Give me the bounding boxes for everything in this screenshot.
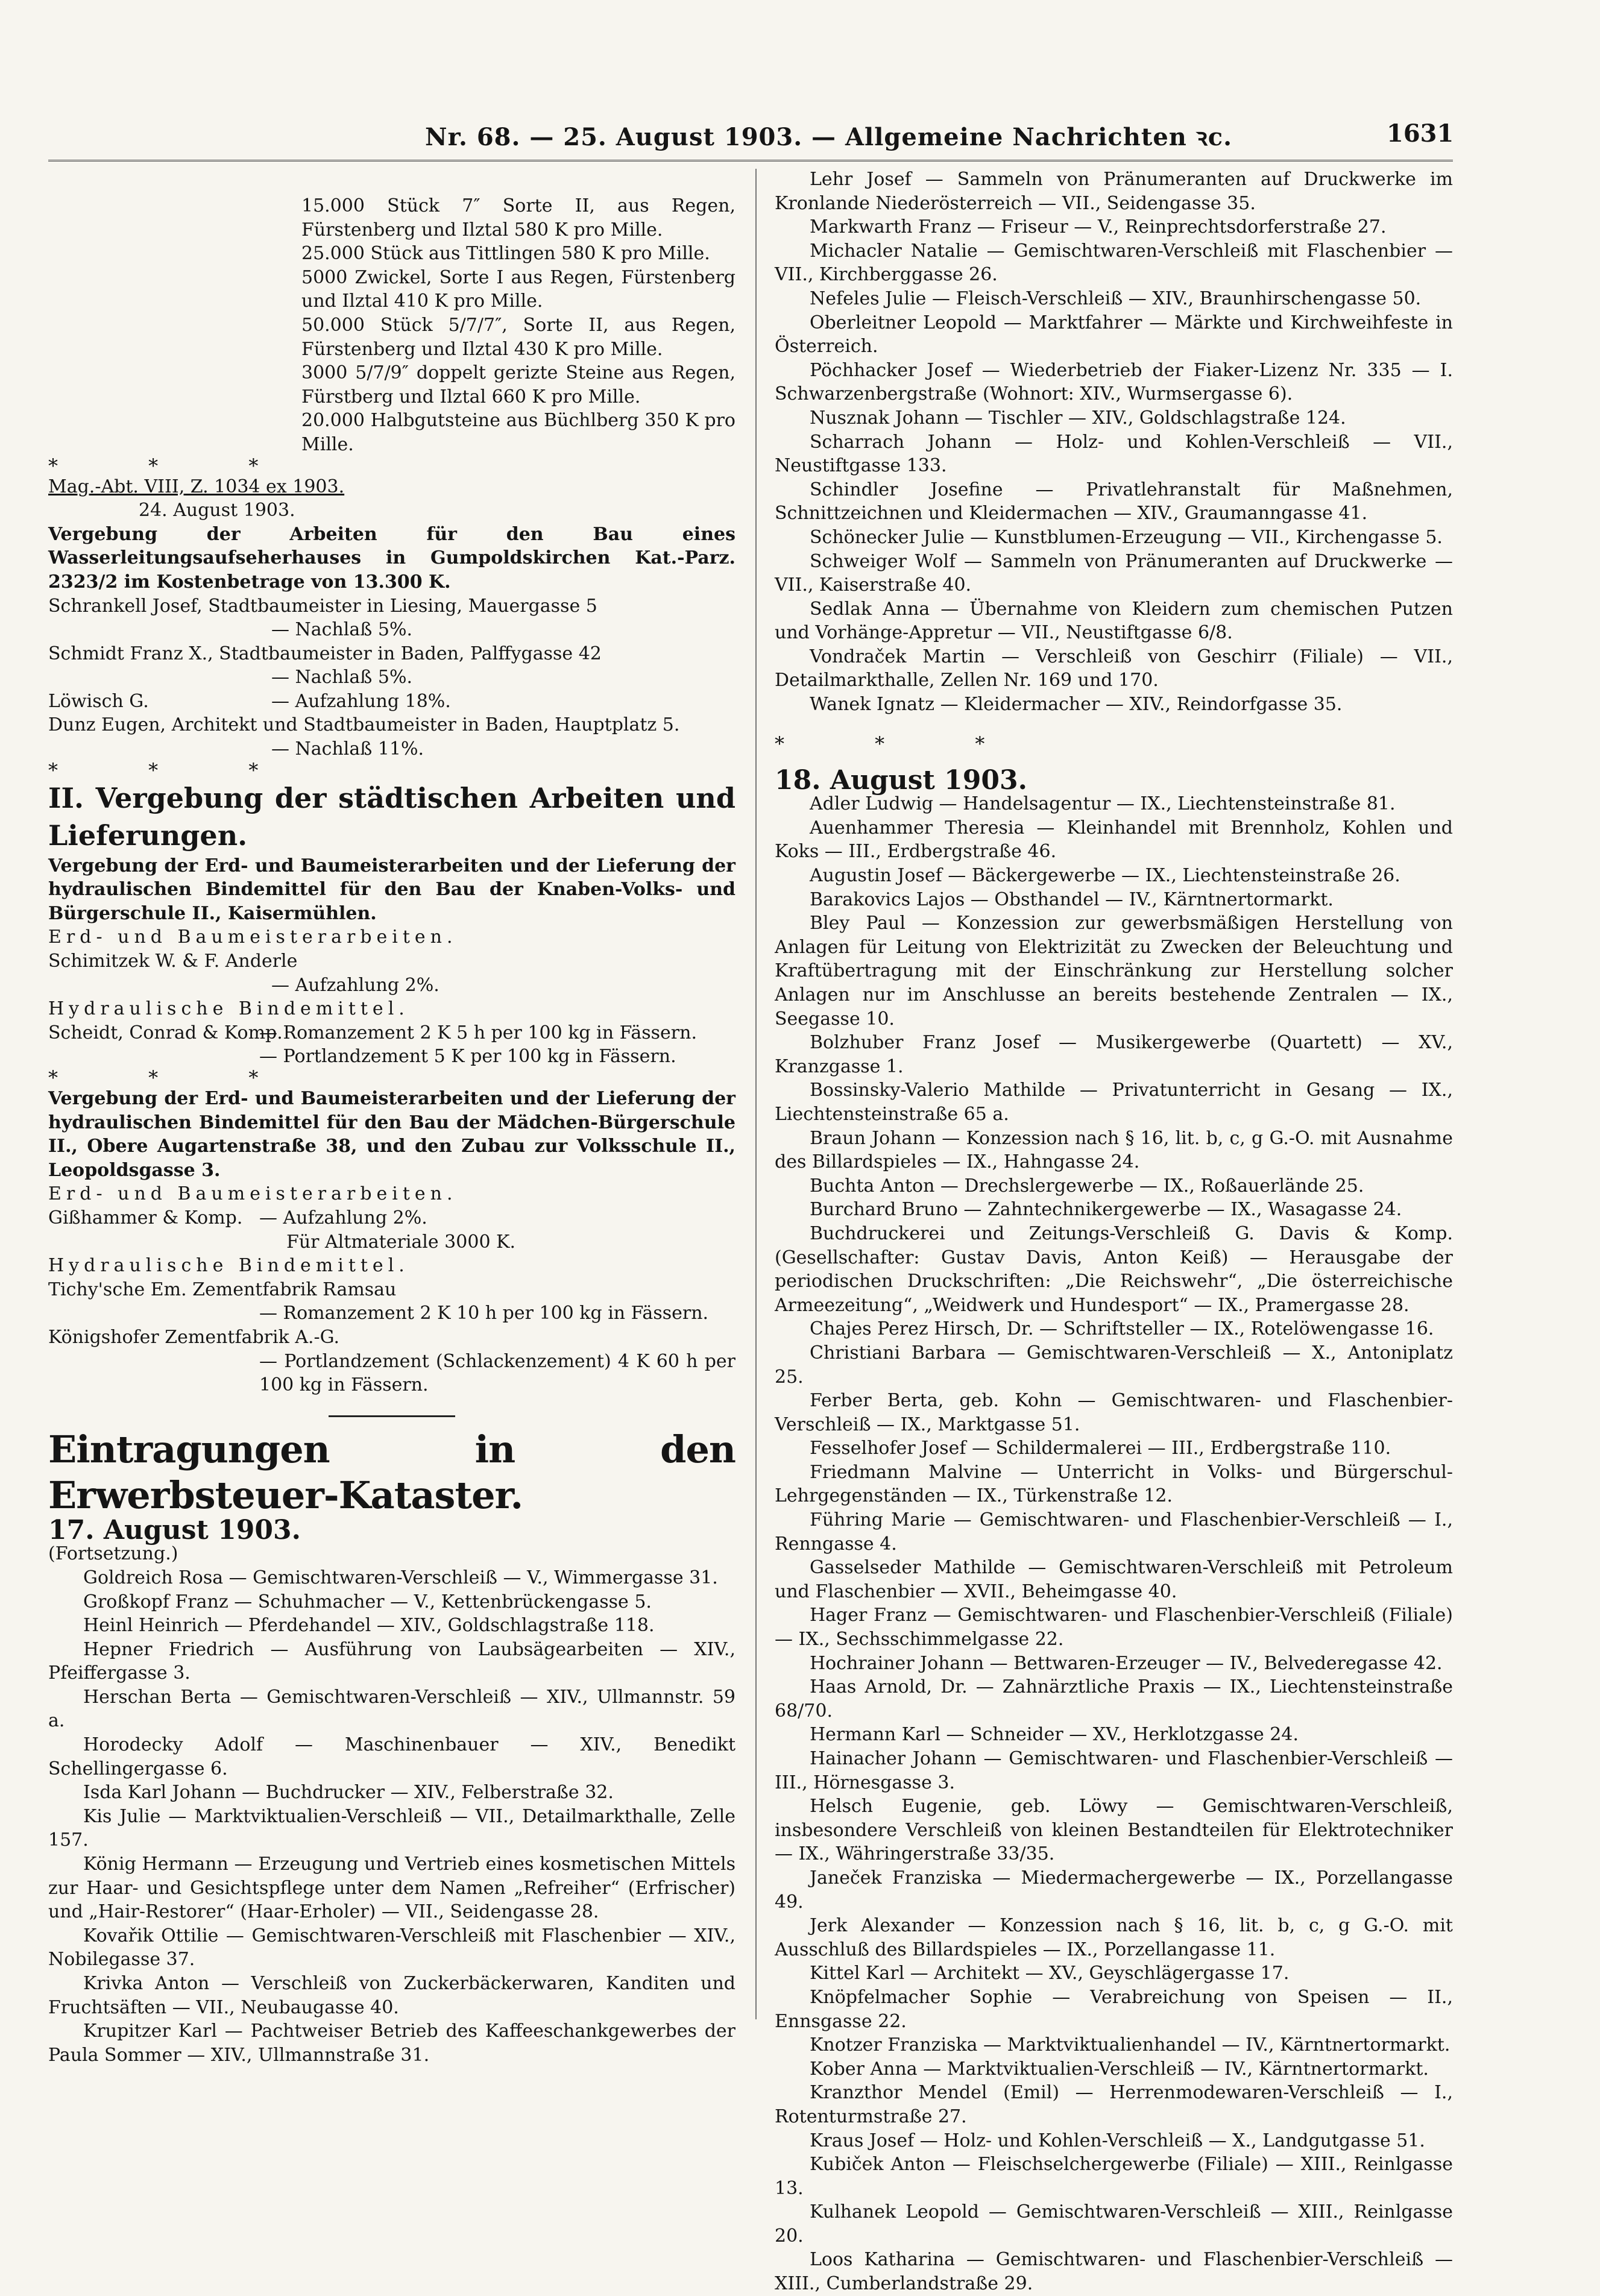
register-entry: Hainacher Johann — Gemischtwaren- und Flaschenbier-Verschleiß — III., Hörnesgasse 3. <box>775 1748 1453 1793</box>
register-entry: Kubiček Anton — Fleischselchergewerbe (Filiale) — XIII., Reinlgasse 13. <box>775 2154 1453 2199</box>
register-entry: Kulhanek Leopold — Gemischtwaren-Verschleiß — XIII., Reinlgasse 20. <box>775 2201 1453 2247</box>
header-rule <box>48 160 1453 162</box>
school2-hyd-result: — Romanzement 2 K 10 h per 100 kg in Fässern. <box>259 1303 709 1324</box>
register-entry: Kober Anna — Marktviktualien-Verschleiß — IV., Kärntnertormarkt. <box>810 2058 1429 2080</box>
kataster-title: Eintragungen in den Erwerbsteuer-Kataster. <box>48 1427 735 1517</box>
register-entry: Jerk Alexander — Konzession nach § 16, lit. b, c, g G.-O. mit Ausschluß des Billardspieles — IX., Porzellangasse 11. <box>775 1915 1453 1960</box>
school2-erd-bidder: Gißhammer & Komp. <box>48 1207 243 1228</box>
register-entry: Krupitzer Karl — Pachtweiser Betrieb des Kaffeeschankgewerbes der Paula Sommer — XIV., Ullmannstraße 31. <box>48 2021 735 2066</box>
intro-item: 25.000 Stück aus Tittlingen 580 K pro Mille. <box>301 243 710 265</box>
register-entry: Helsch Eugenie, geb. Löwy — Gemischtwaren-Verschleiß, insbesondere Verschleiß von kleinen Bestandteilen für Elektrotechniker — IX., Währingerstraße 33/35. <box>775 1796 1453 1865</box>
bid-name: Schmidt Franz X., Stadtbaumeister in Baden, Palffygasse 42 <box>48 643 602 664</box>
register-entry: Buchta Anton — Drechslergewerbe — IX., Roßauerlände 25. <box>810 1175 1364 1197</box>
mag-date: 24. August 1903. <box>139 500 295 521</box>
register-entry: Fesselhofer Josef — Schildermalerei — III., Erdbergstraße 110. <box>810 1438 1391 1459</box>
register-entry: Michacler Natalie — Gemischtwaren-Verschleiß mit Flaschenbier — VII., Kirchberggasse 26. <box>775 240 1453 286</box>
register-entry: Großkopf Franz — Schuhmacher — V., Kettenbrückengasse 5. <box>83 1591 652 1612</box>
register-entry: Knöpfelmacher Sophie — Verabreichung von Speisen — II., Ennsgasse 22. <box>775 1986 1453 2032</box>
register-entry: Horodecky Adolf — Maschinenbauer — XIV., Benedikt Schellingergasse 6. <box>48 1734 735 1779</box>
register-entry: Isda Karl Johann — Buchdrucker — XIV., Felberstraße 32. <box>83 1782 614 1804</box>
register-entry: Scharrach Johann — Holz- und Kohlen-Verschleiß — VII., Neustiftgasse 133. <box>775 431 1453 477</box>
register-entry: Krivka Anton — Verschleiß von Zuckerbäckerwaren, Kanditen und Fruchtsäften — VII., Neubaugasse 40. <box>48 1973 735 2018</box>
school1-erd-result: — Aufzahlung 2%. <box>271 974 439 996</box>
register-entry: Kranzthor Mendel (Emil) — Herrenmodewaren-Verschleiß — I., Rotenturmstraße 27. <box>775 2082 1453 2127</box>
register-entry: Gasselseder Mathilde — Gemischtwaren-Verschleiß mit Petroleum und Flaschenbier — XVII., Beheimgasse 40. <box>775 1557 1453 1602</box>
register-entry: Janeček Franziska — Miedermachergewerbe — IX., Porzellangasse 49. <box>775 1867 1453 1913</box>
register-entry: Nefeles Julie — Fleisch-Verschleiß — XIV., Braunhirschengasse 50. <box>810 288 1422 309</box>
register-entry: Adler Ludwig — Handelsagentur — IX., Liechtensteinstraße 81. <box>810 793 1396 815</box>
section-stars: * * * <box>48 758 301 782</box>
bid-name: Löwisch G. <box>48 690 149 712</box>
register-entry: Haas Arnold, Dr. — Zahnärztliche Praxis — IX., Liechtensteinstraße 68/70. <box>775 1676 1453 1722</box>
register-entry: Vondraček Martin — Verschleiß von Geschirr (Filiale) — VII., Detailmarkthalle, Zellen Nr. 169 und 170. <box>775 646 1453 691</box>
register-entry: Nusznak Johann — Tischler — XIV., Goldschlagstraße 124. <box>810 407 1346 429</box>
register-entry: Friedmann Malvine — Unterricht in Volks- und Bürgerschul-Lehrgegenständen — IX., Türkenstraße 12. <box>775 1461 1453 1507</box>
school1-title: Vergebung der Erd- und Baumeisterarbeiten und der Lieferung der hydraulischen Bindemittel für den Bau der Knaben-Volks- und Bürgerschule II., Kaisermühlen. <box>48 855 735 924</box>
register-entry: Schindler Josefine — Privatlehranstalt für Maßnehmen, Schnittzeichnen und Kleidermachen — XIV., Graumanngasse 41. <box>775 479 1453 524</box>
register-entry: König Hermann — Erzeugung und Vertrieb eines kosmetischen Mittels zur Haar- und Gesichtspflege unter dem Namen „Refreiher“ (Erfrischer) und „Hair-Restorer“ (Haar-Erholer) — VII., Seidengasse 28. <box>48 1854 735 1923</box>
school1-erd-bidder: Schimitzek W. & F. Anderle <box>48 951 298 972</box>
register-entry: Hochrainer Johann — Bettwaren-Erzeuger — IV., Belvederegasse 42. <box>810 1652 1443 1674</box>
school1-hyd-line: — Romanzement 2 K 5 h per 100 kg in Fässern. <box>259 1022 697 1043</box>
register-entry: Wanek Ignatz — Kleidermacher — XIV., Reindorfgasse 35. <box>810 694 1343 716</box>
register-entry: Sedlak Anna — Übernahme von Kleidern zum chemischen Putzen und Vorhänge-Appretur — VII., Neustiftgasse 6/8. <box>775 598 1453 644</box>
register-entry: Lehr Josef — Sammeln von Pränumeranten auf Druckwerke im Kronlande Niederösterreich — VII., Seidengasse 35. <box>775 169 1453 214</box>
school2-erd-extra: Für Altmateriale 3000 K. <box>286 1231 516 1253</box>
register-entry: Bley Paul — Konzession zur gewerbsmäßigen Herstellung von Anlagen für Leitung von Elektrizität zu Zwecken der Beleuchtung und Kraftübertragung mit der Einschränkung zur Herstellung solcher Anlagen nur im Anschlusse an bereits bestehende Zentralen — IX., Seegasse 10. <box>775 913 1453 1030</box>
mag-reference: Mag.-Abt. VIII, Z. 1034 ex 1903. <box>48 476 345 497</box>
school1-hyd-bidder: Scheidt, Conrad & Komp. <box>48 1022 283 1043</box>
school2-title: Vergebung der Erd- und Baumeisterarbeiten und der Lieferung der hydraulischen Bindemittel für den Bau der Mädchen-Bürgerschule II., Obere Augartenstraße 38, und den Zubau zur Volksschule II., Leopoldsgasse 3. <box>48 1088 735 1181</box>
erd-heading: Erd- und Baumeisterarbeiten. <box>48 926 458 948</box>
register-entry: Kis Julie — Marktviktualien-Verschleiß — VII., Detailmarkthalle, Zelle 157. <box>48 1805 735 1851</box>
bid-result: — Nachlaß 5%. <box>271 667 412 688</box>
register-entry: Goldreich Rosa — Gemischtwaren-Verschleiß — V., Wimmergasse 31. <box>83 1567 718 1588</box>
register-entry: Loos Katharina — Gemischtwaren- und Flaschenbier-Verschleiß — XIII., Cumberlandstraße 29. <box>775 2249 1453 2295</box>
continuation-note: (Fortsetzung.) <box>48 1543 178 1565</box>
register-entry: Schweiger Wolf — Sammeln von Pränumeranten auf Druckwerke — VII., Kaiserstraße 40. <box>775 550 1453 596</box>
bid-name: Schrankell Josef, Stadtbaumeister in Liesing, Mauergasse 5 <box>48 595 597 617</box>
register-entry: Barakovics Lajos — Obsthandel — IV., Kärntnertormarkt. <box>810 889 1334 910</box>
register-entry: Kittel Karl — Architekt — XV., Geyschlägergasse 17. <box>810 1963 1290 1984</box>
section-stars: * * * <box>48 1066 301 1089</box>
school1-hyd-line: — Portlandzement 5 K per 100 kg in Fässern. <box>259 1046 676 1068</box>
section-date: 18. August 1903. <box>775 764 1027 796</box>
register-entry: Markwarth Franz — Friseur — V., Reinprechtsdorferstraße 27. <box>810 216 1387 238</box>
intro-item: 20.000 Halbgutsteine aus Büchlberg 350 K pro Mille. <box>301 410 735 455</box>
register-entry: Buchdruckerei und Zeitungs-Verschleiß G. Davis & Komp. (Gesellschafter: Gustav Davis, Anton Keiß) — Herausgabe der periodischen Druckschriften: „Die Reichswehr“, „Die österreichische Armeezeitung“, „Weidwerk und Hundesport“ — IX., Pramergasse 28. <box>775 1222 1453 1316</box>
register-entry: Knotzer Franziska — Marktviktualienhandel — IV., Kärntnertormarkt. <box>810 2034 1450 2056</box>
register-entry: Herschan Berta — Gemischtwaren-Verschleiß — XIV., Ullmannstr. 59 a. <box>48 1686 735 1732</box>
school2-hyd-result: — Portlandzement (Schlackenzement) 4 K 60 h per 100 kg in Fässern. <box>259 1350 735 1396</box>
register-entry: Kovařik Ottilie — Gemischtwaren-Verschleiß mit Flaschenbier — XIV., Nobilegasse 37. <box>48 1925 735 1970</box>
section-stars: * * * <box>48 454 301 477</box>
register-entry: Christiani Barbara — Gemischtwaren-Verschleiß — X., Antoniplatz 25. <box>775 1342 1453 1388</box>
erd-heading: Erd- und Baumeisterarbeiten. <box>48 1183 458 1205</box>
intro-item: 3000 5/7/9″ doppelt gerizte Steine aus Regen, Fürstberg und Ilztal 660 K pro Mille. <box>301 362 735 407</box>
intro-list <box>48 194 735 457</box>
register-entry: Augustin Josef — Bäckergewerbe — IX., Liechtensteinstraße 26. <box>810 865 1400 887</box>
hyd-heading: Hydraulische Bindemittel. <box>48 998 409 1020</box>
left-column <box>48 194 735 2067</box>
register-entry: Führing Marie — Gemischtwaren- und Flaschenbier-Verschleiß — I., Renngasse 4. <box>775 1509 1453 1555</box>
register-entry: Oberleitner Leopold — Marktfahrer — Märkte und Kirchweihfeste in Österreich. <box>775 312 1453 357</box>
register-entry: Bossinsky-Valerio Mathilde — Privatunterricht in Gesang — IX., Liechtensteinstraße 65 a. <box>775 1080 1453 1125</box>
register-entry: Burchard Bruno — Zahntechnikergewerbe — IX., Wasagasse 24. <box>810 1199 1402 1221</box>
intro-item: 15.000 Stück 7″ Sorte II, aus Regen, Fürstenberg und Ilztal 580 K pro Mille. <box>301 195 735 241</box>
register-entry: Hepner Friedrich — Ausführung von Laubsägearbeiten — XIV., Pfeiffergasse 3. <box>48 1638 735 1684</box>
intro-item: 50.000 Stück 5/7/7″, Sorte II, aus Regen, Fürstenberg und Ilztal 430 K pro Mille. <box>301 314 735 360</box>
school2-hyd-bidder: Königshofer Zementfabrik A.-G. <box>48 1326 340 1348</box>
kataster-date: 17. August 1903. <box>48 1514 301 1546</box>
intro-item: 5000 Zwickel, Sorte I aus Regen, Fürstenberg und Ilztal 410 K pro Mille. <box>301 266 735 312</box>
register-entry: Kraus Josef — Holz- und Kohlen-Verschleiß — X., Landgutgasse 51. <box>810 2130 1425 2151</box>
register-entry: Braun Johann — Konzession nach § 16, lit. b, c, g G.-O. mit Ausnahme des Billardspieles — IX., Hahngasse 24. <box>775 1127 1453 1173</box>
register-entry: Pöchhacker Josef — Wiederbetrieb der Fiaker-Lizenz Nr. 335 — I. Schwarzenbergstraße (Wohnort: XIV., Wurmsergasse 6). <box>775 359 1453 405</box>
register-entry: Ferber Berta, geb. Kohn — Gemischtwaren- und Flaschenbier-Verschleiß — IX., Marktgasse 51. <box>775 1390 1453 1435</box>
page-header: Nr. 68. — 25. August 1903. — Allgemeine Nachrichten ꝛc. <box>425 123 1233 151</box>
bid-name: Dunz Eugen, Architekt und Stadtbaumeister in Baden, Hauptplatz 5. <box>48 714 680 736</box>
school2-erd-result: — Aufzahlung 2%. <box>259 1207 427 1228</box>
register-entry: Schönecker Julie — Kunstblumen-Erzeugung — VII., Kirchengasse 5. <box>810 526 1443 548</box>
mag-title: Vergebung der Arbeiten für den Bau eines Wasserleitungsaufseherhauses in Gumpoldskirchen Kat.-Parz. 2323/2 im Kostenbetrage von 13.300 K. <box>48 523 735 593</box>
kataster-entries <box>48 1566 735 2067</box>
register-entry: Heinl Heinrich — Pferdehandel — XIV., Goldschlagstraße 118. <box>83 1615 655 1637</box>
section-rule <box>329 1415 455 1417</box>
bid-result: — Nachlaß 5%. <box>271 619 412 641</box>
register-entry: Chajes Perez Hirsch, Dr. — Schriftsteller — IX., Rotelöwengasse 16. <box>810 1318 1434 1340</box>
register-entry: Auenhammer Theresia — Kleinhandel mit Brennholz, Kohlen und Koks — III., Erdbergstraße 46. <box>775 817 1453 863</box>
bid-result: — Aufzahlung 18%. <box>271 690 451 712</box>
right-column <box>775 168 1453 2296</box>
page-number: 1631 <box>1387 119 1454 148</box>
section-title: II. Vergebung der städtischen Arbeiten und Lieferungen. <box>48 781 735 852</box>
hyd-heading: Hydraulische Bindemittel. <box>48 1255 409 1277</box>
register-entry: Hager Franz — Gemischtwaren- und Flaschenbier-Verschleiß (Filiale) — IX., Sechsschimmelgasse 22. <box>775 1605 1453 1650</box>
register-entry: Bolzhuber Franz Josef — Musikergewerbe (Quartett) — XV., Kranzgasse 1. <box>775 1032 1453 1077</box>
bid-result: — Nachlaß 11%. <box>271 738 424 760</box>
register-entry: Hermann Karl — Schneider — XV., Herklotzgasse 24. <box>810 1724 1299 1746</box>
school2-hyd-bidder: Tichy'sche Em. Zementfabrik Ramsau <box>48 1279 397 1300</box>
column-divider <box>755 169 757 2019</box>
section-stars: * * * <box>775 732 1027 755</box>
